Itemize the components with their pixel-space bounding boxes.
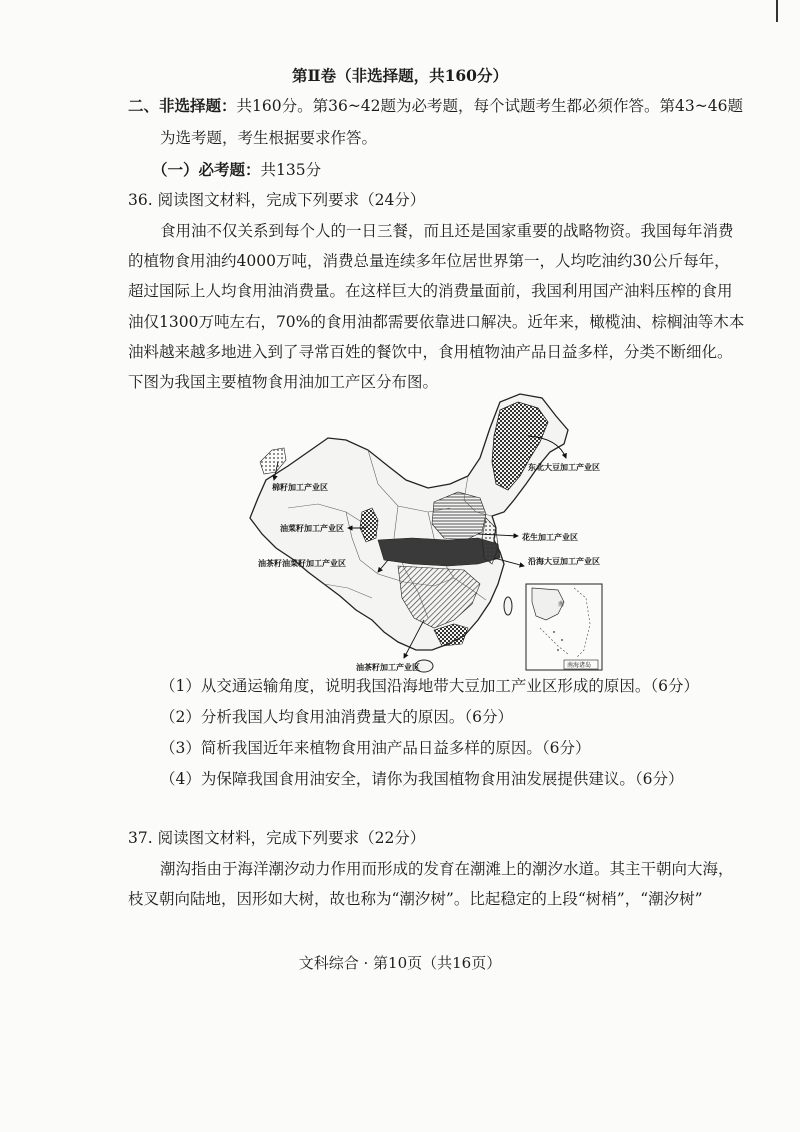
label-coastal: 沿海大豆加工产业区	[528, 557, 600, 566]
part2-line2: 为选考题，考生根据要求作答。	[160, 129, 378, 147]
q36-subquestion: （4）为保障我国食用油安全，请你为我国植物食用油发展提供建议。（6分）	[160, 770, 684, 788]
section-title: 第Ⅱ卷（非选择题，共160分）	[292, 66, 508, 85]
corner-mark	[776, 0, 778, 22]
q36-para-line: 超过国际上人均食用油消费量。在这样巨大的消费量面前，我国利用国产油料压榨的食用	[128, 282, 733, 300]
label-rapeseed: 油菜籽加工产业区	[280, 524, 344, 533]
label-cotton: 棉籽加工产业区	[272, 483, 328, 492]
q36-subquestion: （3）简析我国近年来植物食用油产品日益多样的原因。（6分）	[160, 739, 591, 757]
q36-para-line: 的植物食用油约4000万吨，消费总量连续多年位居世界第一，人均吃油约30公斤每年，	[128, 252, 730, 270]
south-china-sea-inset	[526, 584, 602, 670]
required-label: （一）必考题：	[152, 160, 261, 179]
peanut-region	[432, 492, 486, 540]
q36-para-line: 下图为我国主要植物食用油加工产区分布图。	[128, 373, 439, 391]
required-line	[152, 160, 321, 180]
label-peanut: 花生加工产业区	[522, 533, 578, 542]
label-northeast: 东北大豆加工产业区	[528, 463, 600, 472]
q36-header: 36. 阅读图文材料，完成下列要求（24分）	[128, 191, 426, 209]
q36-para-line: 食用油不仅关系到每个人的一日三餐，而且还是国家重要的战略物资。我国每年消费	[160, 222, 734, 240]
inset-sea-label: 南	[558, 601, 565, 608]
q36-subquestion: （2）分析我国人均食用油消费量大的原因。（6分）	[160, 708, 513, 726]
q37-header: 37. 阅读图文材料，完成下列要求（22分）	[128, 829, 426, 847]
taiwan-island	[504, 597, 512, 615]
part2-line1	[128, 96, 743, 116]
q37-para-line: 枝叉朝向陆地，因形如大树，故也称为“潮汐树”。比起稳定的上段“树梢”，“潮汐树”	[128, 890, 703, 908]
q36-para-line: 油料越来越多地进入到了寻常百姓的餐饮中，食用植物油产品日益多样，分类不断细化。	[128, 343, 733, 361]
required-points: 共135分	[260, 161, 322, 179]
label-camellia-rapeseed: 油茶籽油菜籽加工产业区	[258, 559, 346, 568]
china-map-svg	[228, 388, 618, 678]
q37-para-line: 潮沟指由于海洋潮汐动力作用而形成的发育在潮滩上的潮汐水道。其主干朝向大海，	[160, 860, 734, 878]
page-footer: 文科综合 · 第10页（共16页）	[298, 954, 502, 972]
inset-islands-label: 南海诸岛	[567, 662, 592, 669]
q36-subquestion: （1）从交通运输角度，说明我国沿海地带大豆加工产业区形成的原因。（6分）	[160, 677, 699, 695]
part2-line1-text: 共160分。第36~42题为必考题，每个试题考生都必须作答。第43~46题	[236, 97, 743, 115]
yangtze-camellia-rapeseed-region	[378, 538, 500, 566]
q36-para-line: 油仅1300万吨左右，70%的食用油都需要依靠进口解决。近年来，橄榄油、棕榈油等木本	[128, 313, 745, 331]
part2-heading: 二、非选择题：	[128, 96, 237, 115]
oil-processing-map	[228, 388, 618, 678]
label-camellia: 油茶籽加工产业区	[356, 663, 420, 672]
